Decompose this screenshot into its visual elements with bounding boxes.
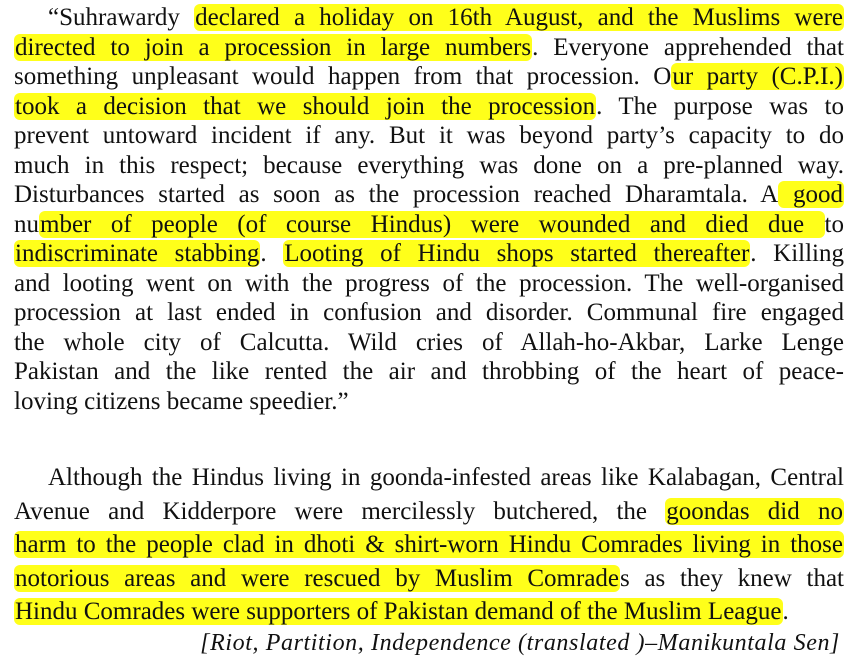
text-line: [14, 239, 844, 269]
text-line: [14, 328, 844, 358]
text-segment: something unpleasant would happen from that procession. O: [14, 63, 672, 90]
text-line: [14, 92, 844, 122]
text-line: [14, 298, 844, 328]
text-segment: procession at last ended in confusion and disorder. Communal fire engaged: [14, 299, 844, 326]
text-line: [14, 269, 844, 299]
text-segment: Disturbances started as soon as the procession reached Dharamtala. A: [14, 181, 779, 208]
highlighted-text: good: [779, 181, 843, 208]
text-segment: nu: [14, 210, 39, 238]
text-line: [14, 497, 844, 527]
text-segment: loving citizens became speedier.”: [14, 387, 349, 415]
text-segment: and looting went on with the progress of the procession. The well-organised: [14, 269, 844, 297]
highlighted-text: Looting of Hindu shops started thereafter: [284, 240, 750, 267]
text-segment: Avenue and Kidderpore were mercilessly butchered, the: [14, 497, 666, 525]
text-segment: .: [260, 240, 284, 267]
text-line: [14, 121, 844, 151]
text-segment: Pakistan and the like rented the air and throbbing of the heart of peace-: [14, 358, 844, 385]
text-line: [14, 180, 844, 210]
text-segment: s as they knew that: [620, 564, 844, 592]
text-line: [14, 357, 844, 387]
text-line: [14, 62, 844, 92]
text-line: [14, 387, 844, 417]
text-line: [14, 151, 844, 181]
text-segment: the whole city of Calcutta. Wild cries of Allah-ho-Akbar, Larke Lenge: [14, 328, 844, 356]
highlighted-text: indiscriminate stabbing: [15, 240, 260, 267]
text-line: [14, 33, 844, 63]
text-segment: . Everyone apprehended that: [532, 33, 844, 61]
highlighted-text: declared a holiday on 16th August, and the Muslims were: [195, 4, 843, 31]
text-segment: to: [824, 210, 844, 238]
text-segment: prevent untoward incident if any. But it was beyond party’s capacity to do: [14, 122, 844, 149]
text-line: [48, 3, 844, 33]
highlighted-text: notorious areas and were rescued by Muslim Comrade: [15, 564, 620, 592]
text-segment: much in this respect; because everything was done on a pre-planned way.: [14, 151, 844, 179]
text-segment: . The purpose was to: [596, 92, 844, 120]
text-line: [14, 210, 844, 240]
highlighted-text: Hindu Comrades were supporters of Pakistan demand of the Muslim League: [15, 598, 782, 625]
highlighted-text: took a decision that we should join the procession: [15, 92, 596, 120]
text-line: [14, 530, 844, 560]
highlighted-text: mber of people (of course Hindus) were wounded and died due: [40, 210, 824, 238]
text-segment: Although the Hindus living in goonda-infested areas like Kalabagan, Central: [48, 464, 844, 491]
highlighted-text: directed to join a procession in large numbers: [15, 33, 532, 61]
text-segment: . Killing: [750, 240, 844, 267]
highlighted-text: harm to the people clad in dhoti & shirt-worn Hindu Comrades living in those: [15, 531, 843, 558]
text-line: [14, 564, 844, 594]
highlighted-text: goondas did no: [666, 497, 843, 525]
text-line: [14, 597, 844, 627]
citation: [Riot, Partition, Independence (translated )–Manikuntala Sen]: [200, 630, 840, 656]
text-line: [48, 463, 844, 493]
highlighted-text: ur party (C.P.I.): [672, 63, 843, 90]
text-segment: “Suhrawardy: [48, 4, 195, 31]
text-segment: .: [782, 598, 789, 625]
